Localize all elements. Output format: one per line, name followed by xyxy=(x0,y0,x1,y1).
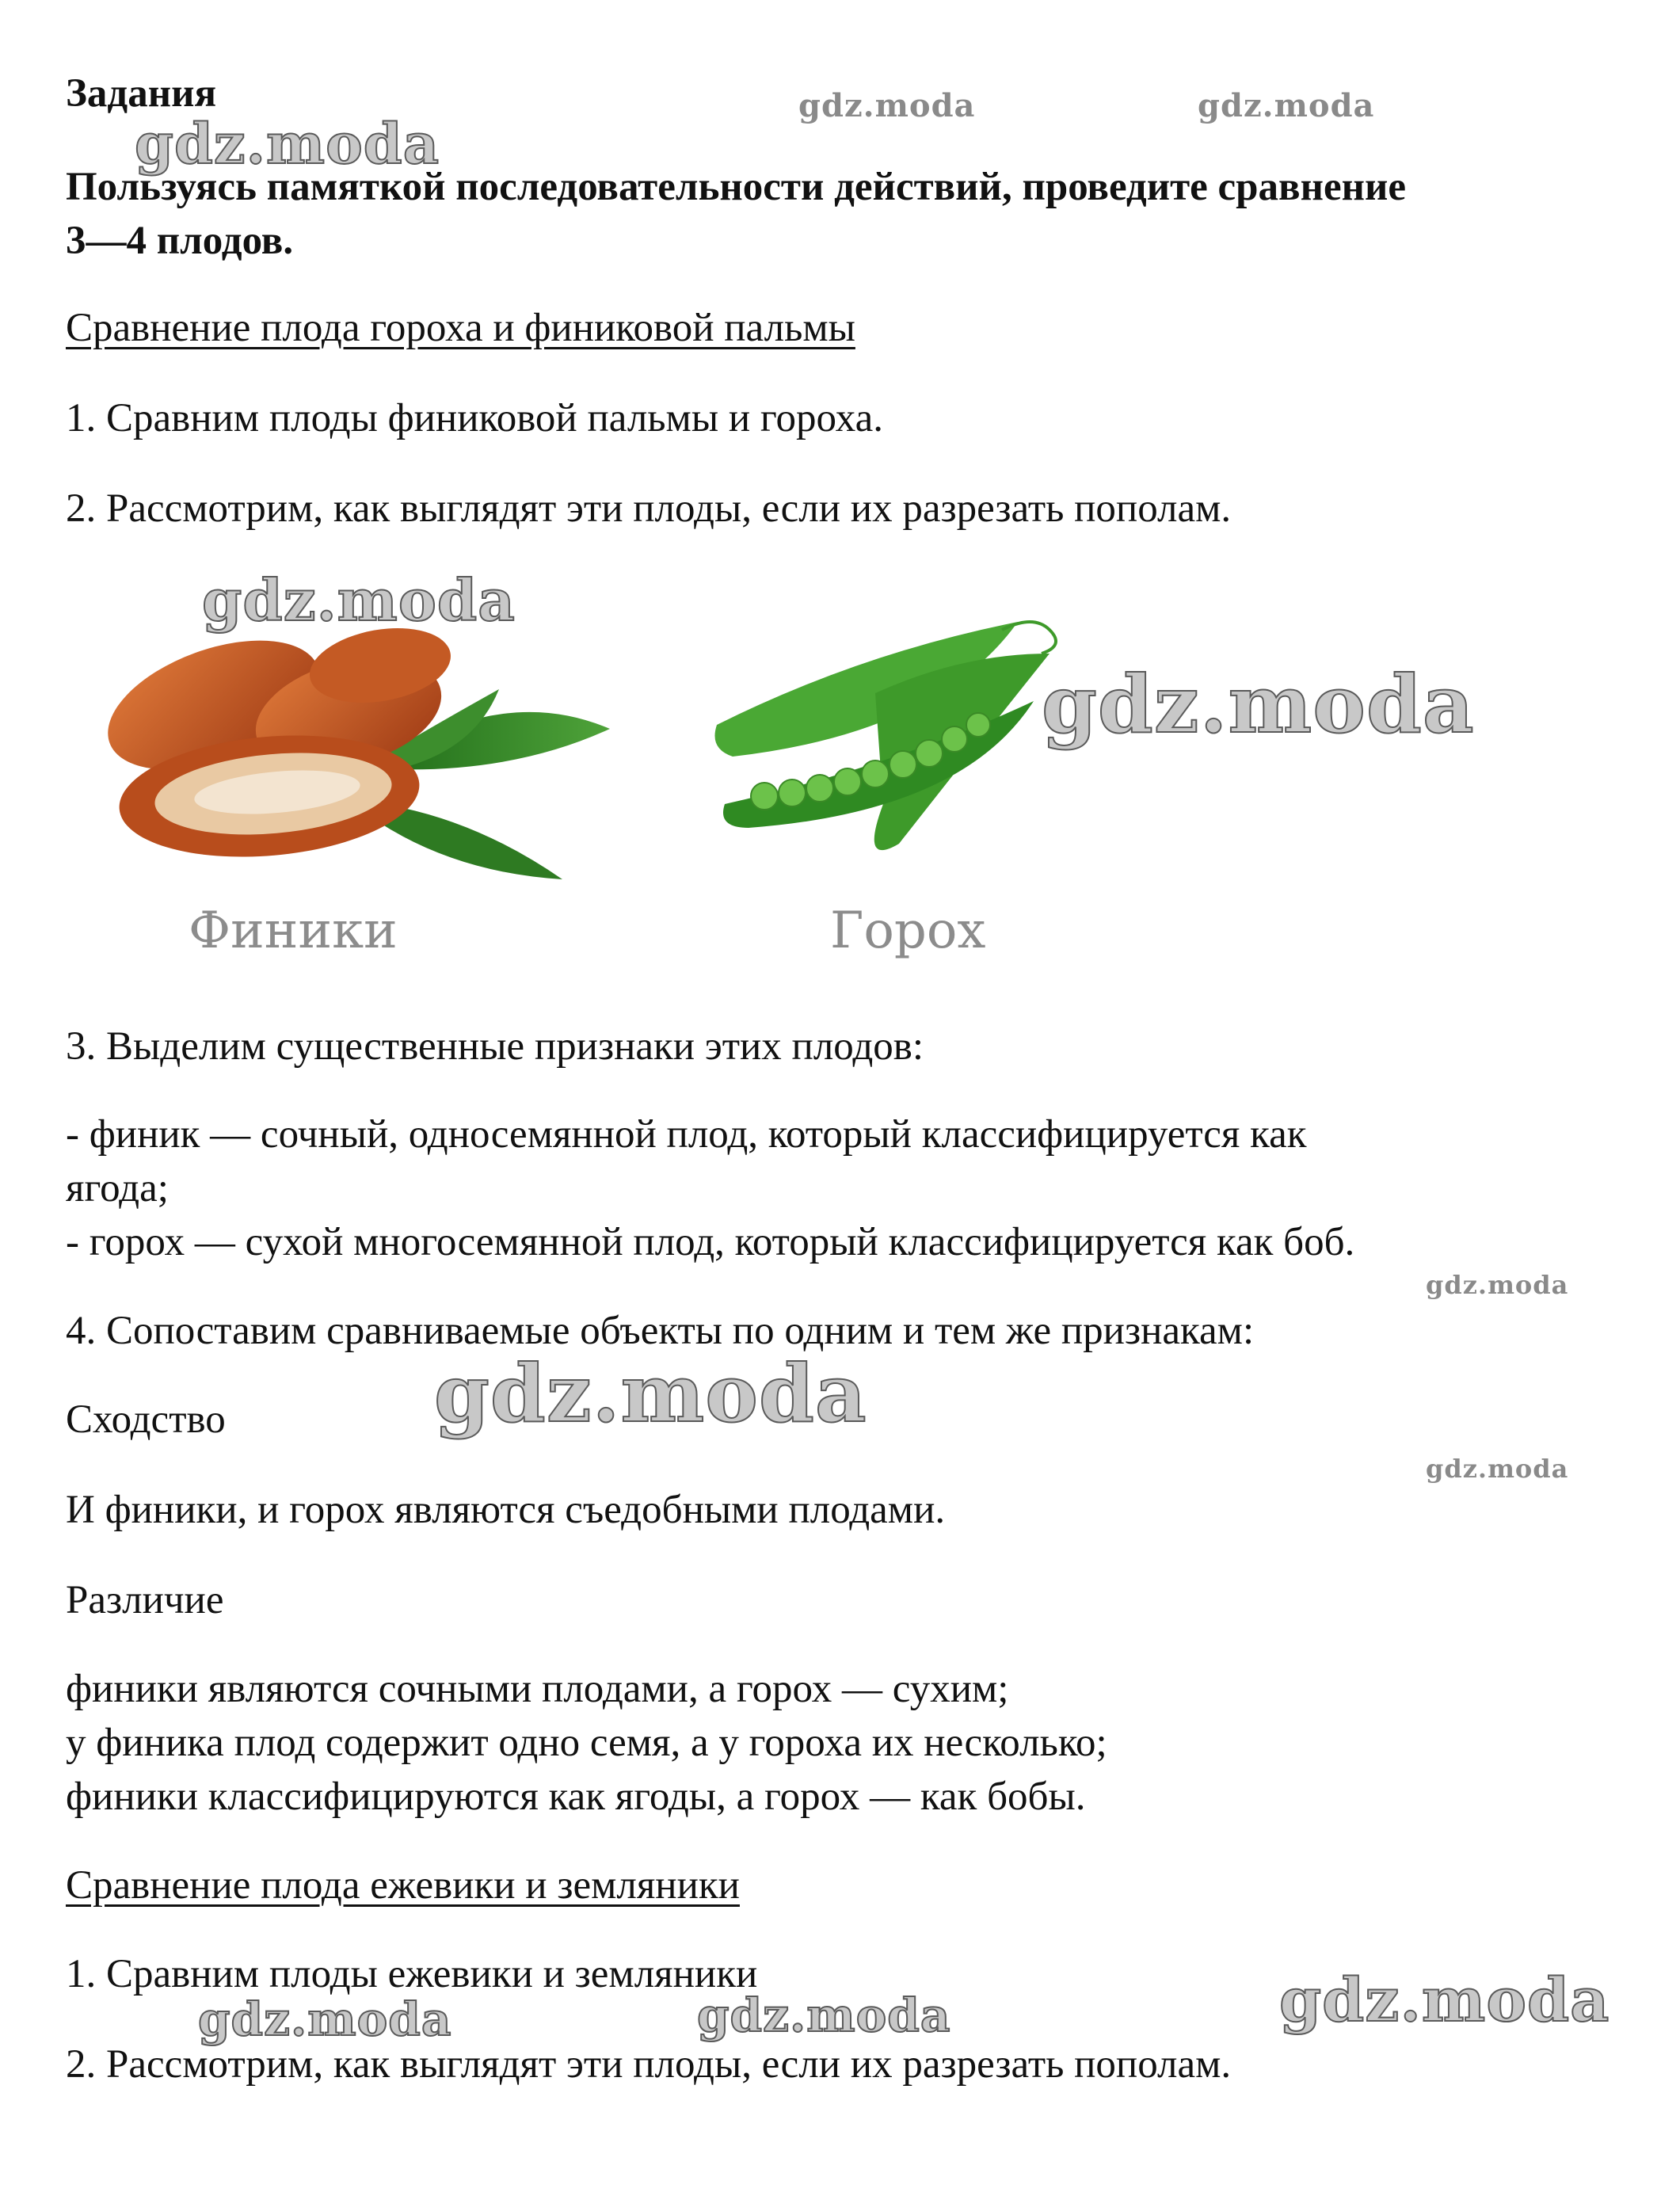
watermark: gdz.moda xyxy=(1198,87,1375,124)
dates-image xyxy=(87,618,626,903)
section2-step2: 2. Рассмотрим, как выглядят эти плоды, если их разрезать пополам. xyxy=(66,2042,1232,2087)
caption-peas: Горох xyxy=(830,902,986,960)
feature-line-2: ягода; xyxy=(66,1166,169,1210)
task-line-1: Пользуясь памяткой последовательности действий, проведите сравнение xyxy=(66,165,1407,209)
section1-step4: 4. Сопоставим сравниваемые объекты по одним и тем же признакам: xyxy=(66,1309,1255,1353)
section2-step1: 1. Сравним плоды ежевики и земляники xyxy=(66,1952,758,1996)
peas-image xyxy=(701,606,1073,891)
feature-line-3: - горох — сухой многосемянной плод, который классифицируется как боб. xyxy=(66,1220,1355,1264)
watermark: gdz.moda xyxy=(798,87,976,124)
similarity-label: Сходство xyxy=(66,1397,226,1442)
watermark: gdz.moda xyxy=(1042,658,1475,751)
difference-label: Различие xyxy=(66,1578,224,1622)
difference-line-2: у финика плод содержит одно семя, а у гороха их несколько; xyxy=(66,1721,1107,1765)
feature-line-1: - финик — сочный, односемянной плод, который классифицируется как xyxy=(66,1112,1307,1157)
page-heading: Задания xyxy=(66,71,217,116)
watermark: gdz.moda xyxy=(198,1992,452,2046)
task-line-2: 3—4 плодов. xyxy=(66,219,294,263)
similarity-text: И финики, и горох являются съедобными плодами. xyxy=(66,1488,946,1532)
watermark: gdz.moda xyxy=(434,1347,867,1440)
watermark: gdz.moda xyxy=(1426,1454,1569,1484)
section2-title: Сравнение плода ежевики и земляники xyxy=(66,1863,740,1908)
section1-step2: 2. Рассмотрим, как выглядят эти плоды, если их разрезать пополам. xyxy=(66,486,1232,531)
watermark: gdz.moda xyxy=(135,111,440,177)
difference-line-3: финики классифицируются как ягоды, а горох — как бобы. xyxy=(66,1775,1086,1819)
watermark: gdz.moda xyxy=(1426,1270,1569,1300)
section1-step1: 1. Сравним плоды финиковой пальмы и гороха. xyxy=(66,396,883,440)
section1-step3: 3. Выделим существенные признаки этих плодов: xyxy=(66,1024,924,1069)
watermark: gdz.moda xyxy=(202,566,516,634)
caption-dates: Финики xyxy=(189,902,398,960)
watermark: gdz.moda xyxy=(1279,1965,1610,2035)
watermark: gdz.moda xyxy=(697,1988,951,2042)
pea-tendril xyxy=(1002,622,1056,654)
section1-title: Сравнение плода гороха и финиковой пальмы xyxy=(66,306,855,350)
difference-line-1: финики являются сочными плодами, а горох — сухим; xyxy=(66,1667,1009,1711)
